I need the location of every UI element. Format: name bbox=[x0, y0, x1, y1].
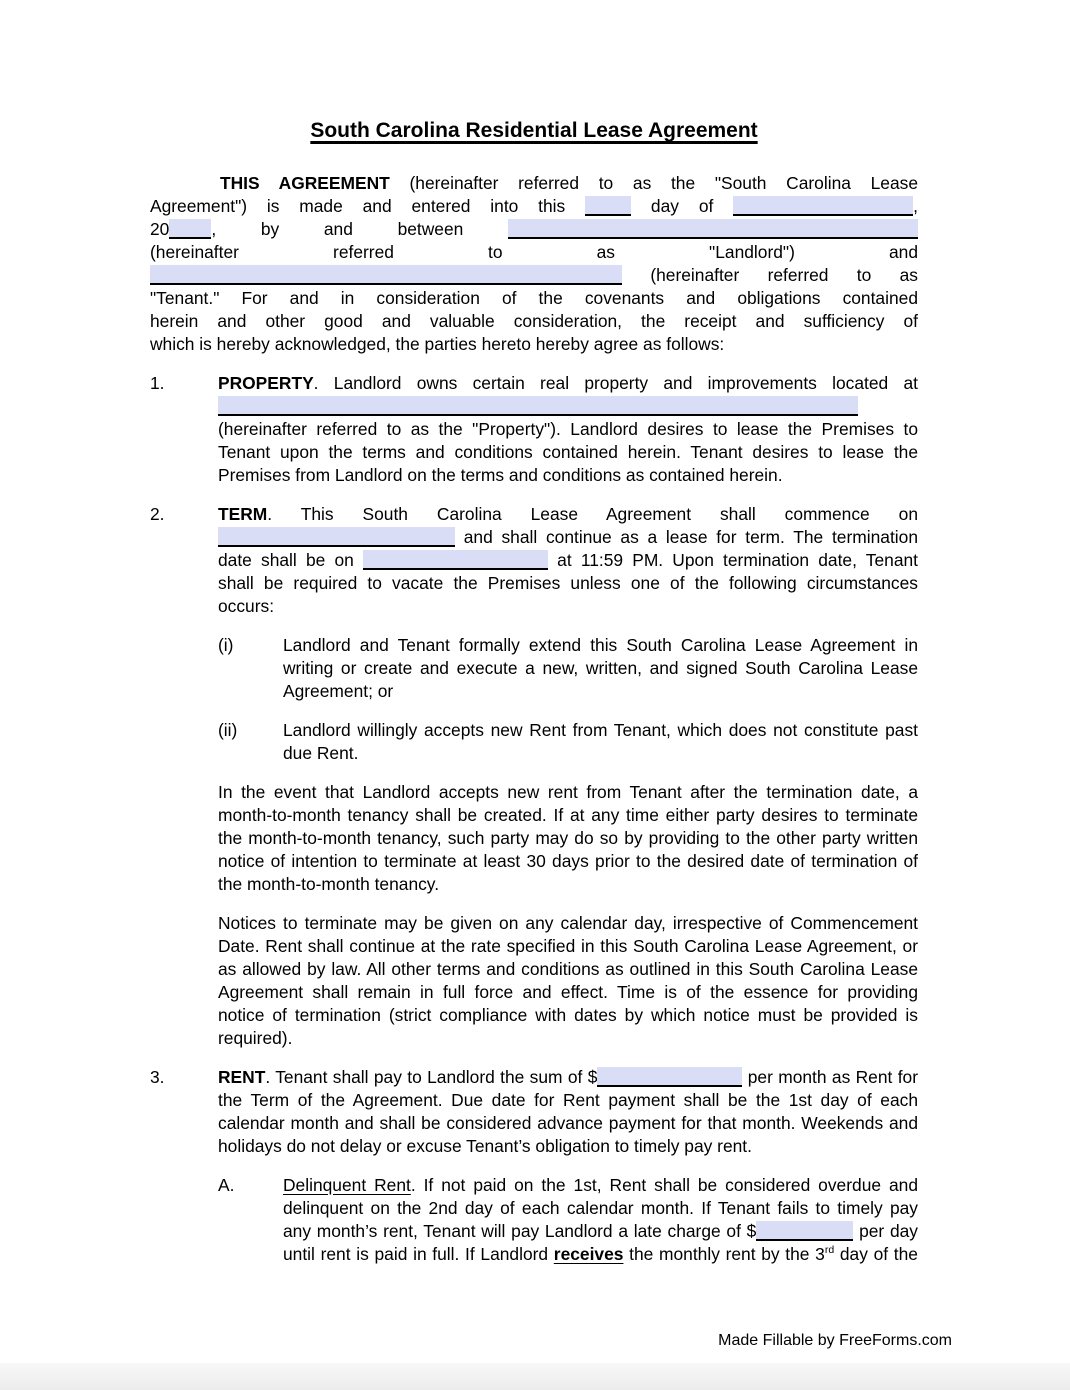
text-line: the month-to-month tenancy, such party may do so by providing to the other party written bbox=[218, 828, 918, 848]
text-line: Date. Rent shall continue at the rate specified in this South Carolina Lease Agreement, or bbox=[218, 936, 918, 956]
text-line: any month’s rent, Tenant will pay Landlord a late charge of $ per day bbox=[283, 1221, 918, 1241]
text-line: until rent is paid in full. If Landlord receives the monthly rent by the 3rd day of the bbox=[283, 1244, 918, 1264]
section-3-heading: RENT bbox=[218, 1067, 266, 1087]
text-line: Premises from Landlord on the terms and conditions as contained herein. bbox=[218, 465, 783, 485]
text-line: notice of intention to terminate at least 30 days prior to the desired date of termination of bbox=[218, 851, 918, 871]
section-body bbox=[218, 372, 918, 487]
agreement-day-field[interactable] bbox=[585, 196, 631, 216]
term-acceptance-item-ii bbox=[218, 719, 918, 765]
text-line: and shall continue as a lease for term. The termination bbox=[218, 526, 918, 549]
text-line: shall be required to vacate the Premises unless one of the following circumstances bbox=[218, 573, 918, 593]
text-line: Delinquent Rent. If not paid on the 1st, Rent shall be considered overdue and bbox=[283, 1175, 918, 1195]
text-line: as allowed by law. All other terms and conditions as outlined in this South Carolina Lease bbox=[218, 959, 918, 979]
section-3-rent bbox=[150, 1066, 918, 1158]
tenant-name-field[interactable] bbox=[150, 265, 622, 285]
text-line: TERM. This South Carolina Lease Agreement shall commence on bbox=[218, 504, 918, 524]
item-a-delinquent-rent bbox=[218, 1174, 918, 1266]
section-number: 2. bbox=[150, 504, 165, 524]
agreement-month-field[interactable] bbox=[733, 196, 913, 216]
superscript-text: rd bbox=[824, 1244, 835, 1257]
text-line: RENT. Tenant shall pay to Landlord the sum of $ per month as Rent for bbox=[218, 1067, 918, 1087]
section-2-term bbox=[150, 503, 918, 618]
text-line: Tenant upon the terms and conditions contained herein. Tenant desires to lease the bbox=[218, 442, 918, 462]
section-body bbox=[218, 503, 918, 618]
list-item-body bbox=[283, 634, 918, 703]
section-1-heading: PROPERTY bbox=[218, 373, 314, 393]
text-line: Landlord and Tenant formally extend this South Carolina Lease Agreement in bbox=[283, 635, 918, 655]
text-line: calendar month and shall be considered advance payment for that month. Weekends and bbox=[218, 1113, 918, 1133]
document-content bbox=[150, 116, 918, 1282]
list-item-body bbox=[283, 1174, 918, 1266]
section-number: 1. bbox=[150, 373, 165, 393]
text-line: holidays do not delay or excuse Tenant’s obligation to timely pay rent. bbox=[218, 1136, 752, 1156]
text-line: (hereinafter referred to as the "Property"). Landlord desires to lease the Premises to bbox=[218, 419, 918, 439]
landlord-name-field[interactable] bbox=[508, 219, 918, 239]
list-marker: (ii) bbox=[218, 720, 238, 740]
text-line: date shall be on at 11:59 PM. Upon termination date, Tenant bbox=[218, 550, 918, 570]
commencement-date-field[interactable] bbox=[218, 527, 455, 547]
text-line bbox=[218, 395, 918, 418]
page-bottom-edge bbox=[0, 1363, 1070, 1390]
text-line: 20 , by and between bbox=[150, 218, 918, 241]
text-line: occurs: bbox=[218, 596, 275, 616]
text-line: writing or create and execute a new, written, and signed South Carolina Lease bbox=[283, 658, 918, 678]
text-line: Landlord willingly accepts new Rent from Tenant, which does not constitute past bbox=[283, 720, 918, 740]
text-line: THIS AGREEMENT (hereinafter referred to as the "South Carolina Lease bbox=[220, 173, 918, 193]
section-number: 3. bbox=[150, 1067, 165, 1087]
document-title: South Carolina Residential Lease Agreement bbox=[310, 119, 758, 142]
termination-notice-paragraph bbox=[218, 912, 918, 1050]
text-line: the month-to-month tenancy. bbox=[218, 874, 440, 894]
text-line: "Tenant." For and in consideration of the covenants and obligations contained bbox=[150, 288, 918, 308]
property-address-field[interactable] bbox=[218, 396, 858, 416]
late-charge-field[interactable] bbox=[756, 1221, 853, 1241]
footer-credit: Made Fillable by FreeForms.com bbox=[718, 1332, 952, 1349]
agreement-lead-in: THIS AGREEMENT bbox=[220, 173, 390, 193]
text-line: notice of termination (strict compliance with dates by which notice must be provided is bbox=[218, 1005, 918, 1025]
intro-paragraph bbox=[150, 172, 918, 356]
text-line: Agreement; or bbox=[283, 681, 394, 701]
text-line: delinquent on the 2nd day of each calendar month. If Tenant fails to timely pay bbox=[283, 1198, 918, 1218]
month-to-month-paragraph bbox=[218, 781, 918, 896]
text-line: the Term of the Agreement. Due date for Rent payment shall be the 1st day of each bbox=[218, 1090, 918, 1110]
list-marker: A. bbox=[218, 1175, 235, 1195]
section-2-heading: TERM bbox=[218, 504, 268, 524]
monthly-rent-field[interactable] bbox=[597, 1067, 742, 1087]
section-body bbox=[218, 1066, 918, 1158]
text-line: herein and other good and valuable consideration, the receipt and sufficiency of bbox=[150, 311, 918, 331]
text-line: (hereinafter referred to as "Landlord") and bbox=[150, 242, 918, 262]
text-line: which is hereby acknowledged, the parties hereto hereby agree as follows: bbox=[150, 334, 725, 354]
delinquent-rent-heading: Delinquent Rent bbox=[283, 1175, 411, 1195]
term-extension-item-i bbox=[218, 634, 918, 703]
list-marker: (i) bbox=[218, 635, 234, 655]
text-line: Notices to terminate may be given on any calendar day, irrespective of Commencement bbox=[218, 913, 918, 933]
receives-emphasis: receives bbox=[553, 1244, 624, 1264]
text-line: Agreement") is made and entered into this day of , bbox=[150, 196, 919, 216]
text-line: required). bbox=[218, 1028, 293, 1048]
text-line: PROPERTY. Landlord owns certain real property and improvements located at bbox=[218, 373, 918, 393]
text-line: In the event that Landlord accepts new rent from Tenant after the termination date, a bbox=[218, 782, 918, 802]
termination-date-field[interactable] bbox=[363, 550, 548, 570]
text-line: (hereinafter referred to as bbox=[150, 264, 918, 287]
section-1-property bbox=[150, 372, 918, 487]
list-item-body bbox=[283, 719, 918, 765]
agreement-year-field[interactable] bbox=[169, 219, 211, 239]
text-line: Agreement shall remain in full force and effect. Time is of the essence for providing bbox=[218, 982, 918, 1002]
text-line: month-to-month tenancy shall be created. If at any time either party desires to terminate bbox=[218, 805, 918, 825]
text-line: due Rent. bbox=[283, 743, 359, 763]
